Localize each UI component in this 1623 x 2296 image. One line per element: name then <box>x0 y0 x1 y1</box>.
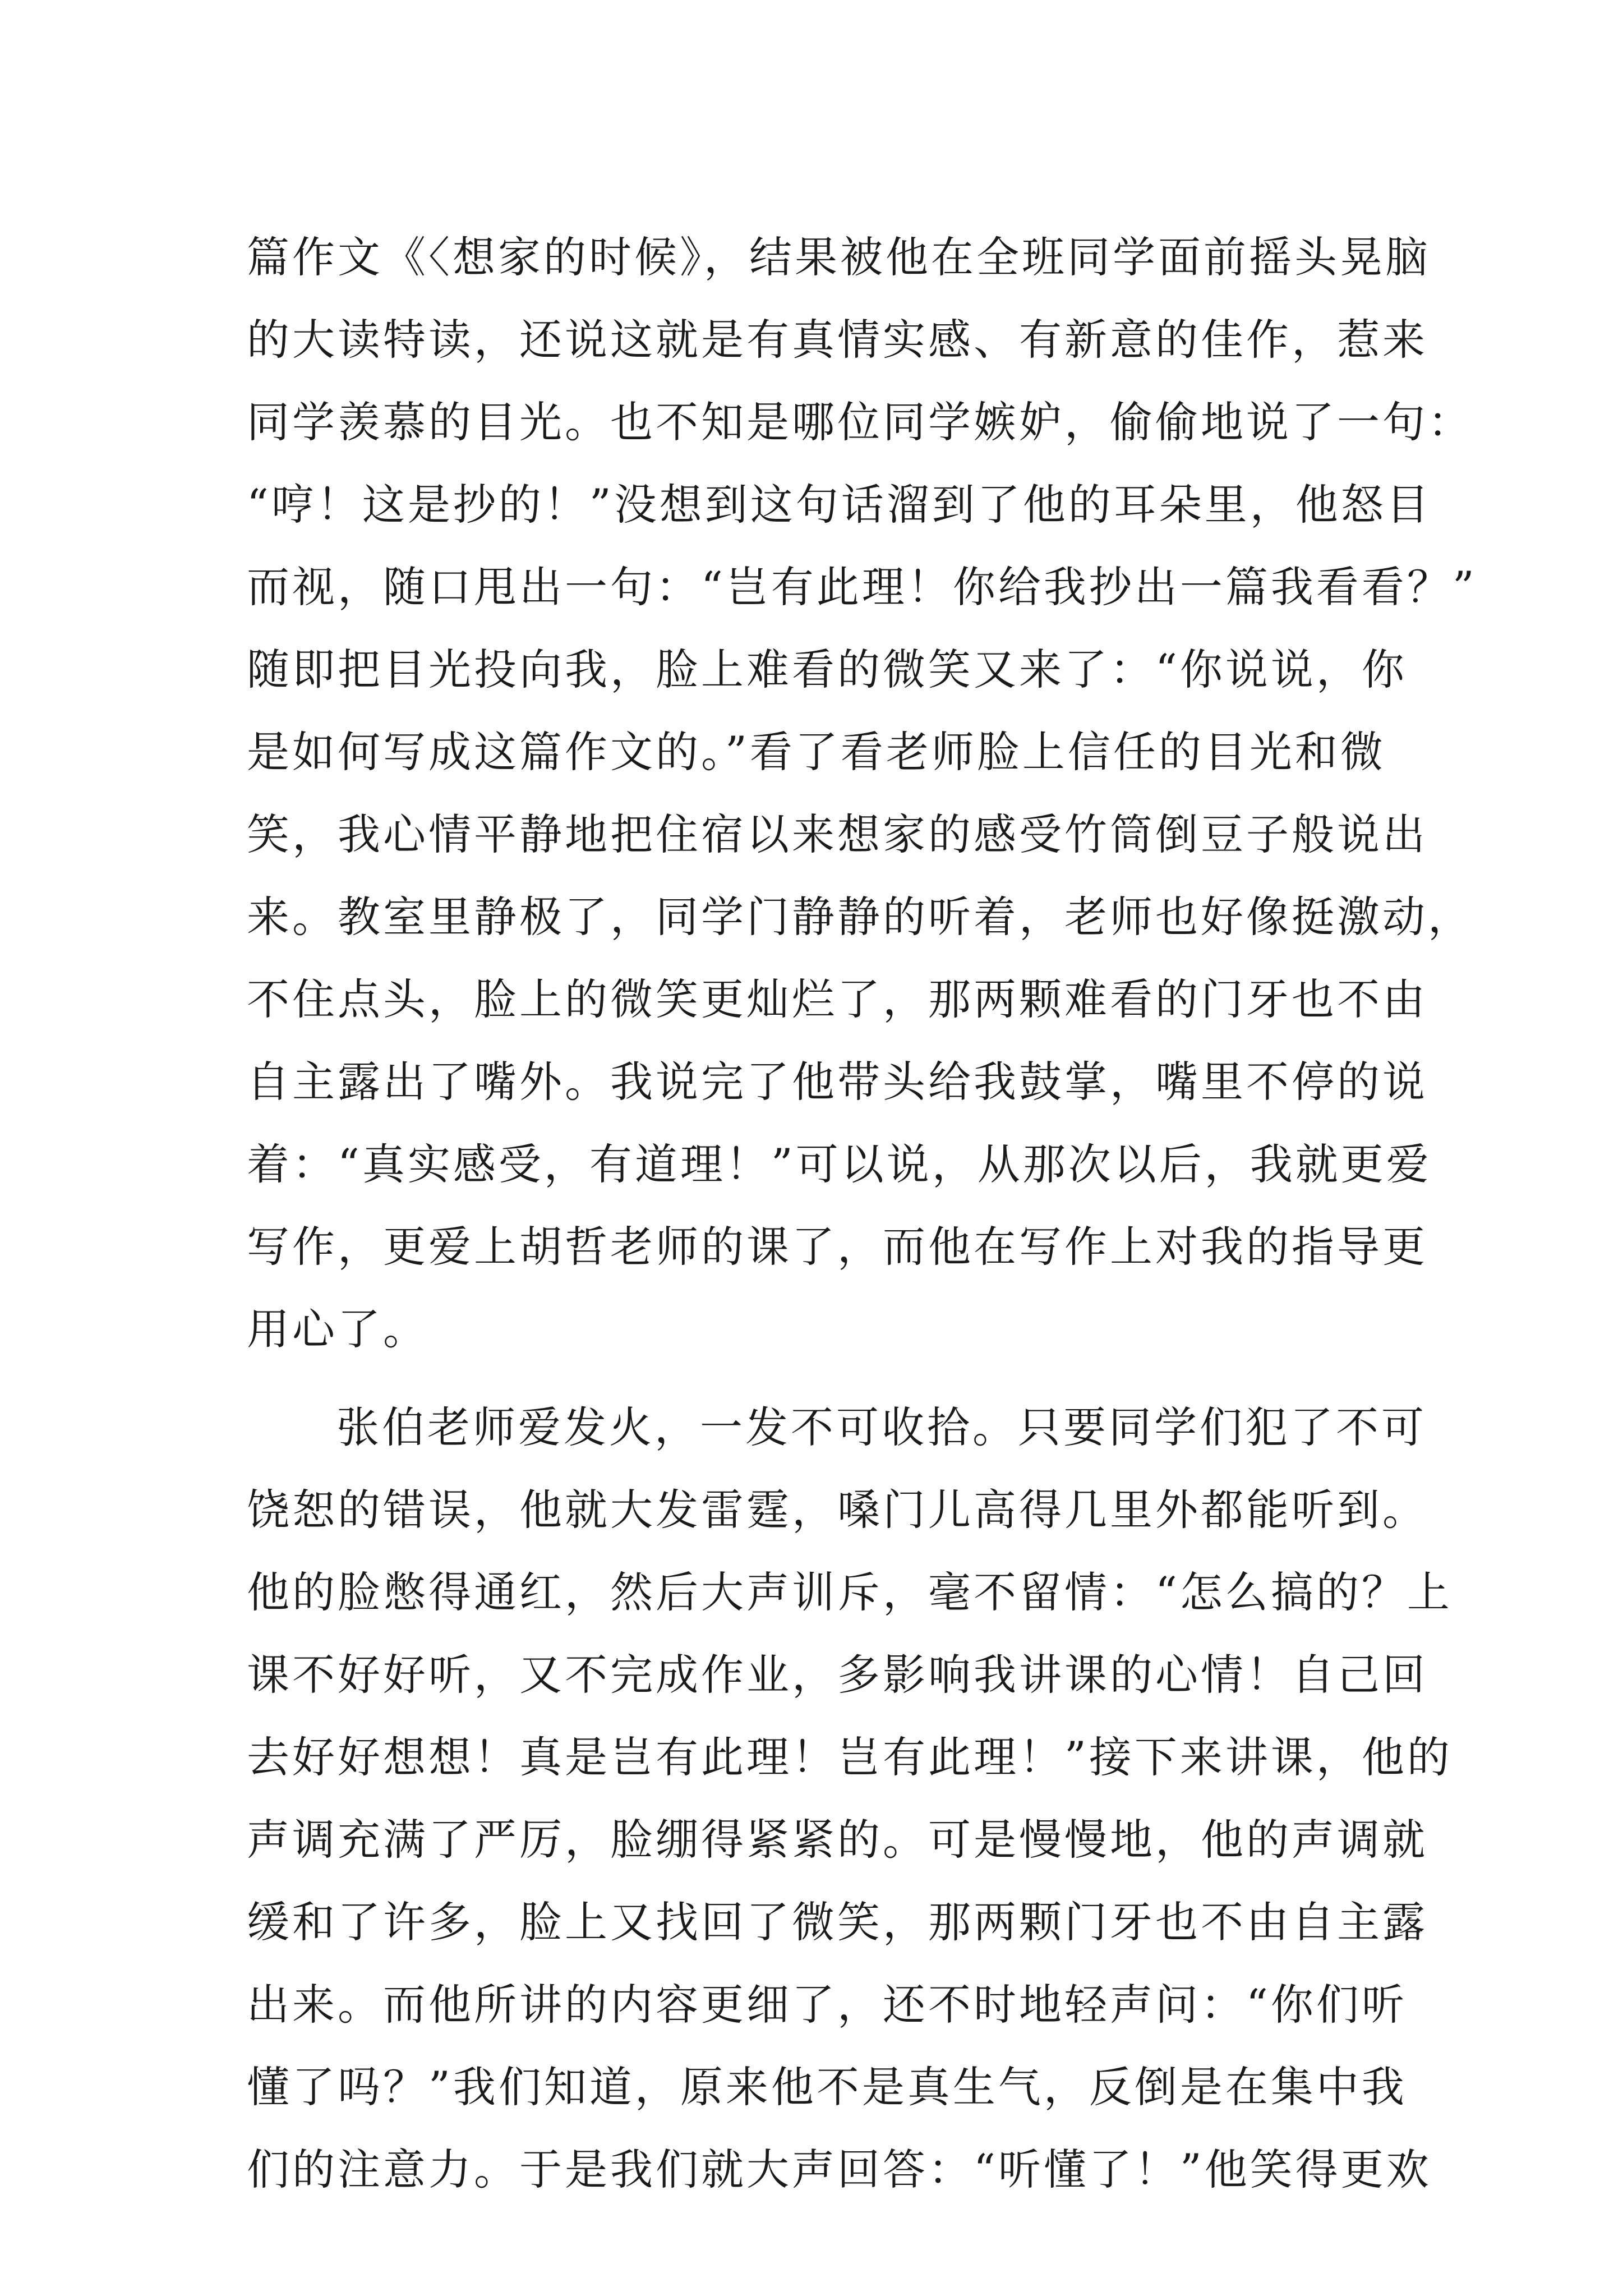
text-line: 是如何写成这篇作文的。”看了看老师脸上信任的目光和微 <box>247 727 1386 777</box>
paragraph-spacer <box>247 1370 1424 1386</box>
text-line: 的大读特读，还说这就是有真情实感、有新意的佳作，惹来 <box>247 315 1428 365</box>
text-line: 们的注意力。于是我们就大声回答：“听懂了！”他笑得更欢 <box>247 2145 1432 2194</box>
text-line: 篇作文《〈想家的时候》，结果被他在全班同学面前摇头晃脑 <box>247 232 1431 282</box>
text-line: 去好好想想！真是岂有此理！岂有此理！”接下来讲课，他的 <box>247 1732 1453 1782</box>
text-line: 他的脸憋得通红，然后大声训斥，毫不留情：“怎么搞的？上 <box>247 1567 1453 1617</box>
text-line: 不住点头，脸上的微笑更灿烂了，那两颗难看的门牙也不由 <box>247 974 1428 1024</box>
text-line: 饶恕的错误，他就大发雷霆，嗓门儿高得几里外都能听到。 <box>247 1485 1428 1535</box>
document-body <box>247 216 1477 2211</box>
text-line: 同学羡慕的目光。也不知是哪位同学嫉妒，偷偷地说了一句： <box>247 397 1473 447</box>
text-line: 课不好好听，又不完成作业，多影响我讲课的心情！自己回 <box>247 1650 1428 1700</box>
text-line: “哼！这是抄的！”没想到这句话溜到了他的耳朵里，他怒目 <box>247 480 1432 530</box>
text-line: 懂了吗？”我们知道，原来他不是真生气，反倒是在集中我 <box>247 2062 1407 2112</box>
paragraph <box>247 216 1477 1370</box>
text-line: 用心了。 <box>247 1304 428 1354</box>
text-line: 随即把目光投向我，脸上难看的微笑又来了：“你说说，你 <box>247 645 1407 694</box>
text-line: 声调充满了严厉，脸绷得紧紧的。可是慢慢地，他的声调就 <box>247 1815 1428 1865</box>
text-line: 而视，随口甩出一句：“岂有此理！你给我抄出一篇我看看？” <box>247 562 1477 612</box>
text-line: 写作，更爱上胡哲老师的课了，而他在写作上对我的指导更 <box>247 1222 1428 1272</box>
text-line: 出来。而他所讲的内容更细了，还不时地轻声问：“你们听 <box>247 1980 1407 2030</box>
text-line: 笑，我心情平静地把住宿以来想家的感受竹筒倒豆子般说出 <box>247 809 1428 859</box>
text-line-first: 张伯老师爱发火，一发不可收拾。只要同学们犯了不可 <box>336 1402 1427 1452</box>
text-line: 着：“真实感受，有道理！”可以说，从那次以后，我就更爱 <box>247 1139 1432 1189</box>
text-line: 缓和了许多，脸上又找回了微笑，那两颗门牙也不由自主露 <box>247 1897 1428 1947</box>
text-line: 自主露出了嘴外。我说完了他带头给我鼓掌，嘴里不停的说 <box>247 1057 1428 1107</box>
paragraph <box>247 1386 1453 2211</box>
text-line: 来。教室里静极了，同学门静静的听着，老师也好像挺激动， <box>247 892 1473 942</box>
